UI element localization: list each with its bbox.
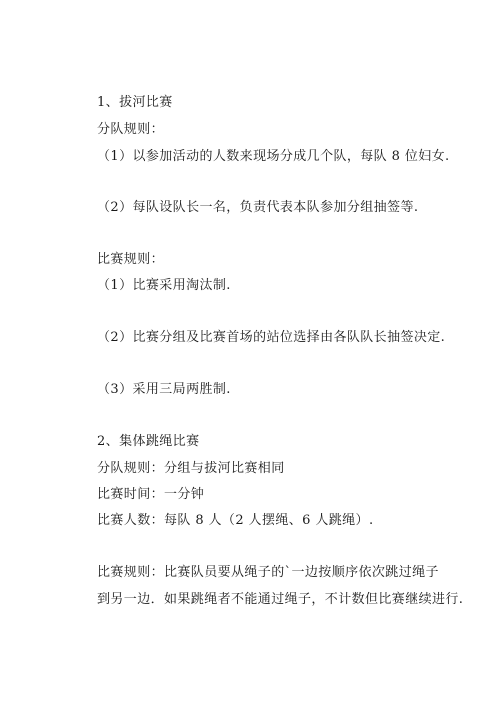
section1-team-rules-label: 分队规则： (97, 122, 165, 137)
section2-team-rules: 分队规则：分组与拔河比赛相同 (97, 461, 285, 476)
section1-team-rule-2: （2）每队设队长一名，负责代表本队参加分组抽签等. (97, 200, 419, 215)
section2-title: 2、集体跳绳比赛 (97, 434, 200, 449)
section1-match-rules-label: 比赛规则： (97, 252, 165, 267)
section1-title: 1、拔河比赛 (97, 95, 173, 110)
section2-match-players: 比赛人数：每队 8 人（2 人摆绳、6 人跳绳）. (97, 513, 374, 528)
section2-match-rules-line-2: 到另一边．如果跳绳者不能通过绳子，不计数但比赛继续进行. (97, 592, 464, 607)
section1-match-rule-2: （2）比赛分组及比赛首场的站位选择由各队队长抽签决定. (97, 330, 446, 345)
section2-match-rules-line-1: 比赛规则：比赛队员要从绳子的`一边按顺序依次跳过绳子 (97, 565, 439, 580)
section1-match-rule-3: （3）采用三局两胜制. (97, 382, 231, 397)
section1-team-rule-1: （1）以参加活动的人数来现场分成几个队，每队 8 位妇女. (97, 149, 450, 164)
section2-match-time: 比赛时间：一分钟 (97, 487, 205, 502)
section1-match-rule-1: （1）比赛采用淘汰制. (97, 278, 231, 293)
